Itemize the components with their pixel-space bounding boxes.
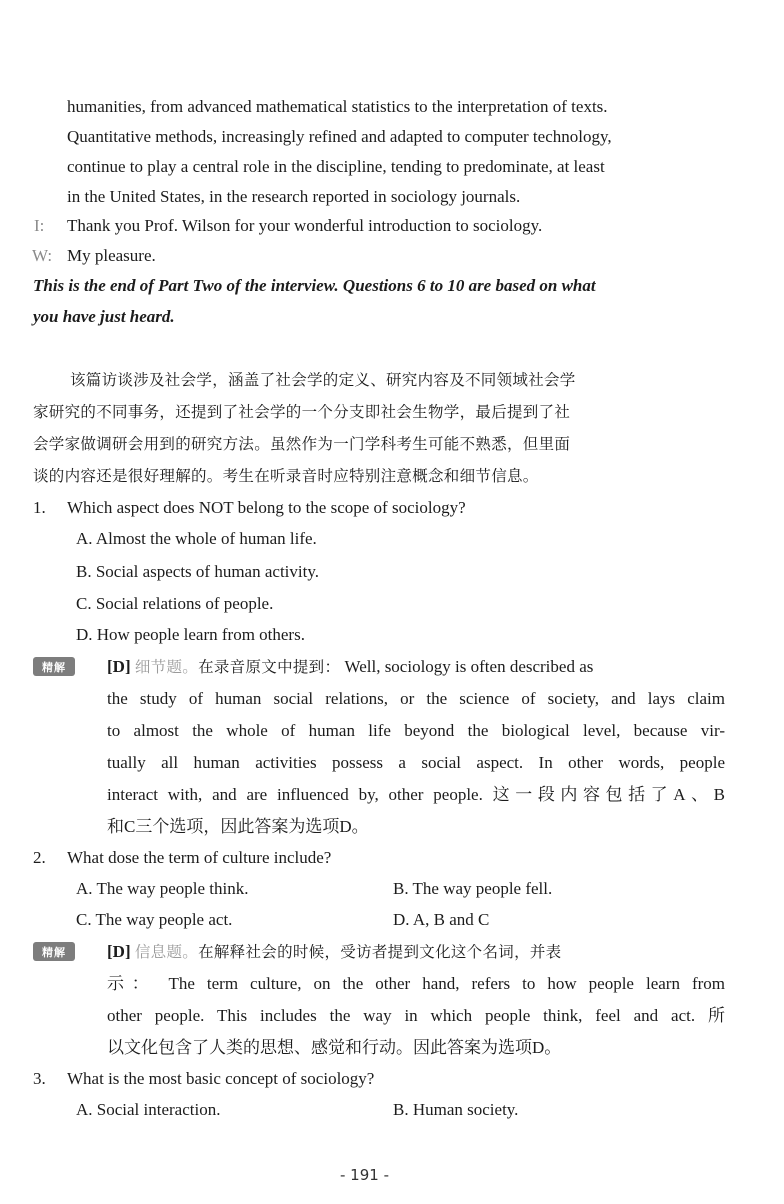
summary-line: 该篇访谈涉及社会学，涵盖了社会学的定义、研究内容及不同领域社会学 <box>70 371 576 389</box>
transcript-line: in the United States, in the research reported in sociology journals. <box>67 187 521 206</box>
explanation-text: 以文化包含了人类的思想、感觉和行动。因此答案为选项D。 <box>107 1038 562 1057</box>
explanation-badge: 精解 <box>33 942 75 961</box>
option-d: D. A, B and C <box>393 910 490 929</box>
transcript-line: humanities, from advanced mathematical statistics to the interpretation of texts. <box>67 97 608 116</box>
explanation-text: tually all human activities possess a social aspect. In other words, people <box>107 753 725 772</box>
explanation-first-line <box>107 942 561 962</box>
question-number: 3. <box>33 1069 46 1088</box>
summary-line: 会学家做调研会用到的研究方法。虽然作为一门学科考生可能不熟悉，但里面 <box>33 435 571 453</box>
option-a: A. The way people think. <box>76 879 249 898</box>
option-a: A. Social interaction. <box>76 1100 221 1119</box>
explanation-first-line <box>107 657 593 677</box>
option-b: B. Human society. <box>393 1100 519 1119</box>
answer-key: [D] <box>107 942 131 961</box>
option-d: D. How people learn from others. <box>76 625 305 644</box>
question-number: 1. <box>33 498 46 517</box>
explanation-text: 和C三个选项，因此答案为选项D。 <box>107 817 369 836</box>
speaker-label-interviewer: I: <box>34 216 45 235</box>
question-type: 信息题。 <box>134 943 199 961</box>
question-number: 2. <box>33 848 46 867</box>
page-number: - 191 - <box>340 1166 389 1184</box>
question-type: 细节题。 <box>134 658 199 676</box>
question-text: What dose the term of culture include? <box>67 848 332 867</box>
answer-key: [D] <box>107 657 131 676</box>
explanation-badge: 精解 <box>33 657 75 676</box>
option-a: A. Almost the whole of human life. <box>76 529 317 548</box>
question-text: What is the most basic concept of sociology? <box>67 1069 375 1088</box>
transcript-line: continue to play a central role in the discipline, tending to predominate, at least <box>67 157 605 176</box>
option-b: B. The way people fell. <box>393 879 553 898</box>
option-c: C. The way people act. <box>76 910 233 929</box>
explanation-lead: 在录音原文中提到： <box>198 658 341 676</box>
question-text: Which aspect does NOT belong to the scope of sociology? <box>67 498 466 517</box>
explanation-text: interact with, and are influenced by, other people. 这一段内容包括了A、B <box>107 785 725 804</box>
end-of-part-notice: This is the end of Part Two of the interview. Questions 6 to 10 are based on what <box>33 276 596 295</box>
summary-line: 谈的内容还是很好理解的。考生在听录音时应特别注意概念和细节信息。 <box>33 467 539 485</box>
explanation-text: to almost the whole of human life beyond the biological level, because vir- <box>107 721 725 740</box>
explanation-text: 示： The term culture, on the other hand, refers to how people learn from <box>107 974 725 993</box>
interviewer-line: Thank you Prof. Wilson for your wonderful introduction to sociology. <box>67 216 543 235</box>
transcript-line: Quantitative methods, increasingly refined and adapted to computer technology, <box>67 127 612 146</box>
speaker-label-wilson: W: <box>32 246 53 265</box>
explanation-text: other people. This includes the way in which people think, feel and act. 所 <box>107 1006 725 1025</box>
end-of-part-notice-cont: you have just heard. <box>33 307 175 326</box>
option-b: B. Social aspects of human activity. <box>76 562 319 581</box>
summary-line: 家研究的不同事务，还提到了社会学的一个分支即社会生物学，最后提到了社 <box>33 403 571 421</box>
explanation-text: the study of human social relations, or the science of society, and lays claim <box>107 689 725 708</box>
explanation-lead: 在解释社会的时候，受访者提到文化这个名词，并表 <box>198 943 562 961</box>
explanation-text: Well, sociology is often described as <box>344 657 594 676</box>
wilson-line: My pleasure. <box>67 246 156 265</box>
option-c: C. Social relations of people. <box>76 594 274 613</box>
